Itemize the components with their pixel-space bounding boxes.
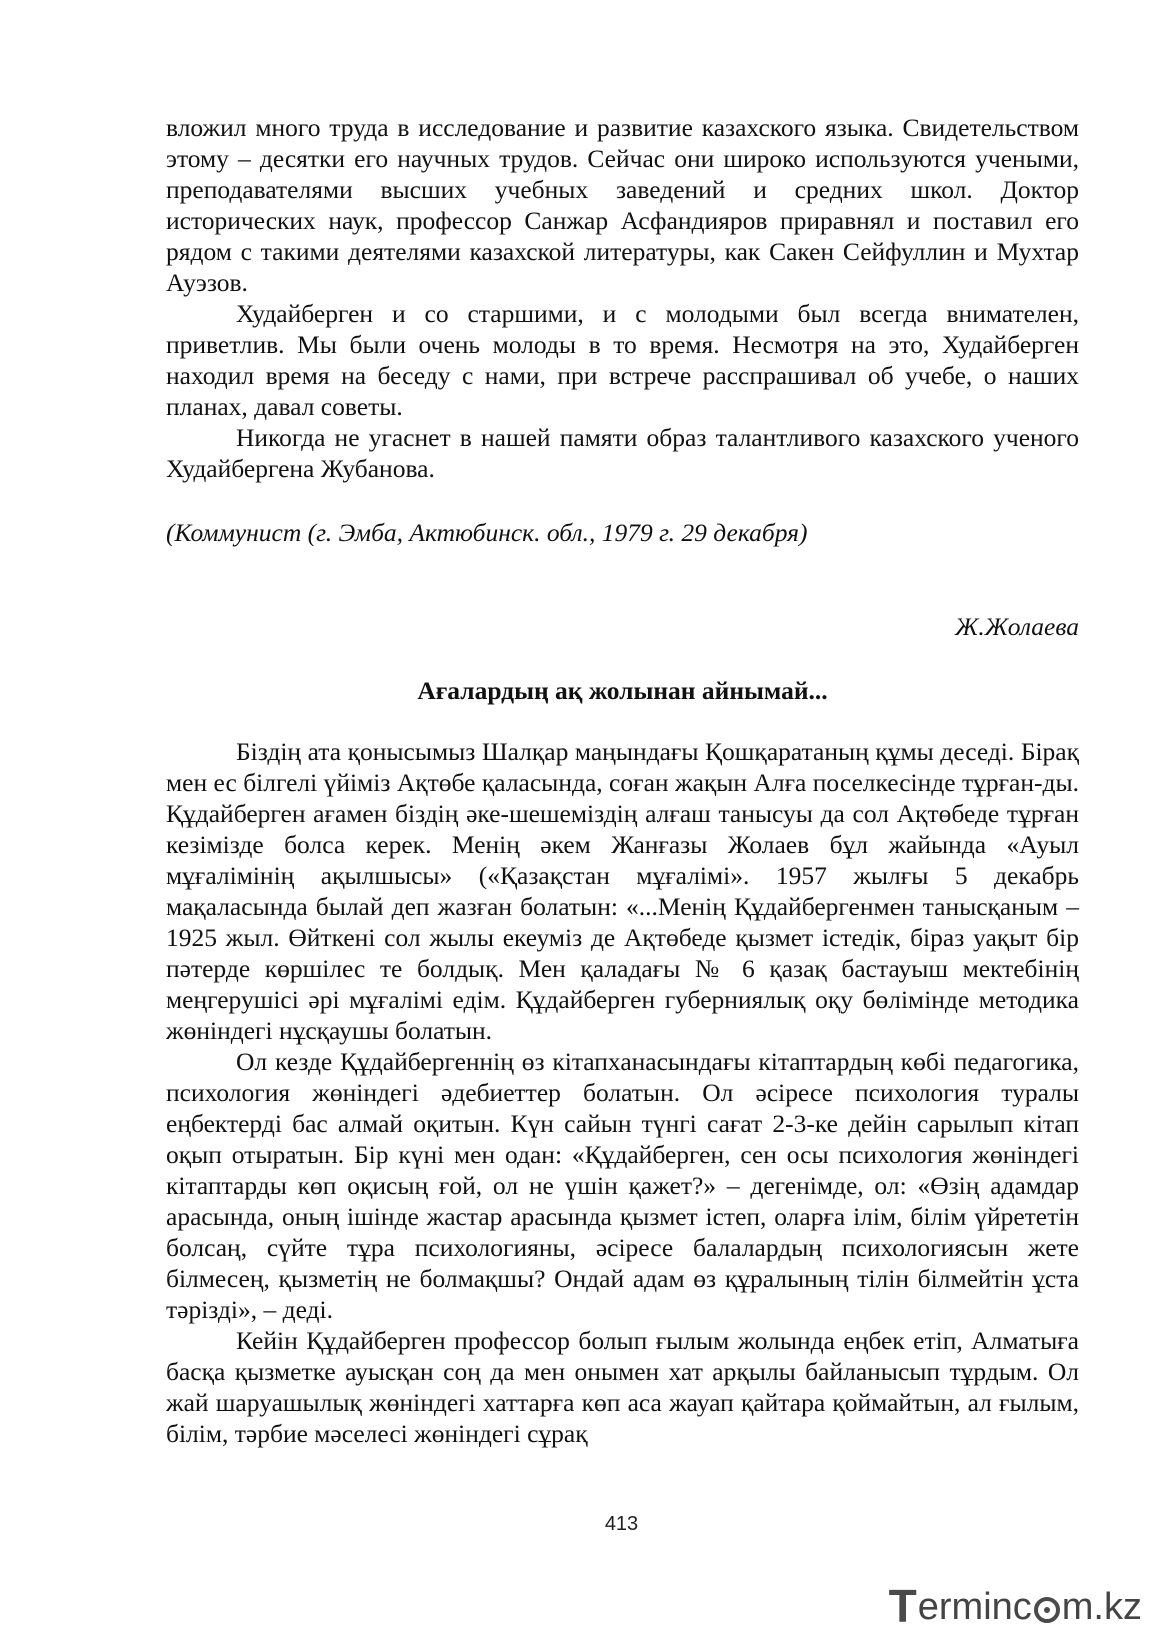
article-title: Ағалардың ақ жолынан айнымай... xyxy=(417,676,828,705)
watermark-text-middle: c xyxy=(1012,1586,1032,1629)
top-section-text xyxy=(166,112,1079,484)
site-watermark xyxy=(888,1580,1142,1632)
paragraph: Кейін Құдайберген профессор болып ғылым жолында еңбек етіп, Алматыға басқа қызметке ауысқан соң да мен онымен хат арқылы байланысып тұрдым. Ол жай шаруашылық жөніндегі хаттарға көп аса жауап қайтара қоймайтын, ал ғылым, білім, тәрбие мәселесі жөніндегі сұрақ xyxy=(166,1326,1079,1448)
paragraph: Худайберген и со старшими, и с молодыми был всегда внимателен, приветлив. Мы были очень молоды в то время. Несмотря на это, Худайберген находил время на беседу с нами, при встрече расспрашивал об учебе, о наших планах, давал советы. xyxy=(166,299,1079,421)
source-citation: (Коммунист (г. Эмба, Актюбинск. обл., 1979 г. 29 декабря) xyxy=(166,518,808,547)
article-body xyxy=(166,736,1079,1449)
page-number: 413 xyxy=(604,1513,639,1535)
paragraph: Ол кезде Құдайбергеннің өз кітапханасындағы кітаптардың көбі педагогика, психология жөніндегі әдебиеттер болатын. Ол әсіресе психология туралы еңбектерді бас алмай оқитын. Күн сайын түнгі сағат 2-3-ке дейін сарылып кітап оқып отыратын. Бір күні мен одан: «Құдайберген, сен осы психология жөніндегі кітаптарды көп оқисың ғой, ол не үшін қажет?» – дегенімде, ол: «Өзің адамдар арасында, оның ішінде жастар арасында қызмет істеп, оларға ілім, білім үйрететін болсаң, сүйте тұра психологияны, әсіресе балалардың психологиясын жете білмесең, қызметің не болмақшы? Ондай адам өз құралының тілін білмейтін ұста тәрізді», – деді. xyxy=(166,1047,1079,1324)
watermark-text-prefix: ermin xyxy=(917,1586,1013,1629)
paragraph: Біздің ата қонысымыз Шалқар маңындағы Қошқаратаның құмы деседі. Бірақ мен ес білгелі үйіміз Ақтөбе қаласында, соған жақын Алға поселкесінде тұрған-ды. Құдайберген ағамен біздің әке-шешеміздің алғаш танысуы да сол Ақтөбеде тұрған кезімізде болса керек. Менің әкем Жанғазы Жолаев бұл жайында «Ауыл мұғалімінің ақылшысы» («Қазақстан мұғалімі». 1957 жылғы 5 декабрь мақаласында былай деп жазған болатын: «...Менің Құдайбергенмен танысқаным – 1925 жыл. Өйткені сол жылы екеуміз де Ақтөбеде қызмет істедік, біраз уақыт бір пәтерде көршілес те болдық. Мен қаладағы № 6 қазақ бастауыш мектебінің меңгерушісі әрі мұғалімі едім. Құдайберген губерниялық оқу бөлімінде методика жөніндегі нұсқаушы болатын. xyxy=(166,737,1079,1045)
watermark-text-suffix: m.kz xyxy=(1061,1586,1142,1629)
watermark-t-logo-icon: T xyxy=(888,1580,917,1632)
paragraph: вложил много труда в исследование и развитие казахского языка. Свидетельством этому – десятки его научных трудов. Сейчас они широко используются учеными, преподавателями высших учебных заведений и средних школ. Доктор исторических наук, профессор Санжар Асфандияров приравнял и поставил его рядом с такими деятелями казахской литературы, как Сакен Сейфуллин и Мухтар Ауэзов. xyxy=(166,113,1079,297)
watermark-o-logo-icon xyxy=(1034,1597,1060,1623)
paragraph: Никогда не угаснет в нашей памяти образ талантливого казахского ученого Худайбергена Жубанова. xyxy=(166,423,1079,483)
article-author: Ж.Жолаева xyxy=(954,612,1079,641)
